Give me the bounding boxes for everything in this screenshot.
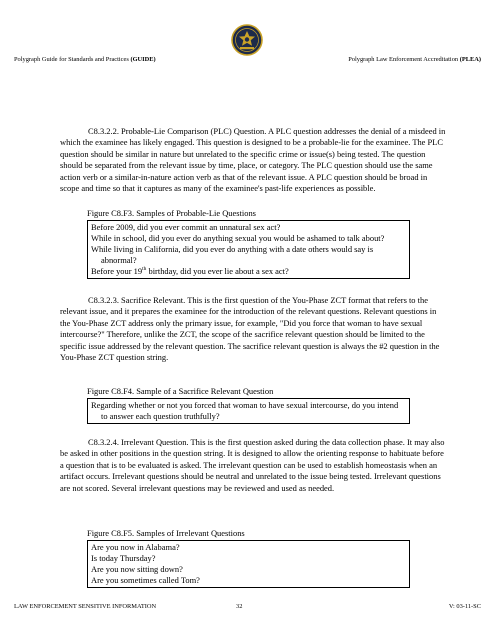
irrelevant-question-1: Are you now in Alabama? — [91, 542, 180, 552]
irrelevant-section — [60, 437, 446, 494]
sacrifice-paragraph: C8.3.2.3. Sacrifice Relevant. This is the first question of the You-Phase ZCT format that refers to the relevant issue, and it prepares the examinee for the introduction of the relevant questions. Relevant questions in the You-Phase ZCT address only the primary issue, for example, "Did you force that woman to have sexual intercourse?" Therefore, unlike the ZCT, the scope of the sacrifice relevant question should be limited to the specific issue addressed by the relevant question. The sacrifice relevant question is always the #2 question in the You-Phase ZCT question string. — [60, 295, 440, 363]
irrelevant-question-2: Is today Thursday? — [91, 553, 156, 563]
plc-section — [60, 126, 446, 194]
irrelevant-questions-box — [87, 540, 410, 588]
footer-version: V: 03-11-SC — [448, 603, 481, 610]
plc-paragraph: C8.3.2.2. Probable-Lie Comparison (PLC) Question. A PLC question addresses the denial of a misdeed in which the examinee has likely engaged. This question is designed to be a probable-lie for the examinee. The PLC question should be similar in nature but unrelated to the specific crime or issue(s) being tested. The question should be separated from the relevant issue by time, place, or category. The PLC question should use the same action verb or a similar-in-nature action verb as that of the relevant issue. A PLC question should be broad in scope and time so that it captures as many of the examinee's past-life experiences as possible. — [60, 126, 446, 194]
irrelevant-figure-title: Figure C8.F5. Samples of Irrelevant Questions — [87, 528, 245, 538]
header-right-bold: (PLEA) — [459, 56, 481, 63]
plc-question-3: While living in California, did you ever do anything with a date others would say is abnormal? — [91, 244, 374, 265]
plc-figure-title: Figure C8.F3. Samples of Probable-Lie Questions — [87, 208, 256, 218]
plc-question-1: Before 2009, did you ever commit an unnatural sex act? — [91, 222, 281, 232]
plc-question-4-sup: th — [142, 266, 147, 273]
footer-page-number: 32 — [236, 603, 243, 610]
header-right-text: Polygraph Law Enforcement Accreditation — [348, 56, 460, 63]
plc-question-4-pre: Before your 19 — [91, 266, 143, 276]
sacrifice-section — [60, 295, 446, 363]
header-left — [14, 56, 156, 64]
irrelevant-question-3: Are you now sitting down? — [91, 564, 183, 574]
plc-question-2: While in school, did you ever do anything sexual you would be ashamed to talk about? — [91, 233, 385, 243]
plc-question-4 — [91, 266, 406, 277]
plc-questions-box — [87, 220, 410, 279]
header-left-bold: (GUIDE) — [130, 56, 156, 63]
footer-sensitivity-label: LAW ENFORCEMENT SENSITIVE INFORMATION — [14, 603, 157, 610]
irrelevant-question-4: Are you sometimes called Tom? — [91, 575, 200, 585]
header-left-text: Polygraph Guide for Standards and Practices — [14, 56, 131, 63]
sacrifice-question: Regarding whether or not you forced that woman to have sexual intercourse, do you intend to answer each question truthfully? — [91, 400, 399, 421]
plc-question-4-post: birthday, did you ever lie about a sex act? — [146, 266, 289, 276]
sacrifice-figure-title: Figure C8.F4. Sample of a Sacrifice Relevant Question — [87, 386, 274, 396]
irrelevant-paragraph: C8.3.2.4. Irrelevant Question. This is the first question asked during the data collection phase. It may also be asked in other positions in the question string. It is designed to allow the orienting response to habituate before a question that is to be evaluated is asked. The irrelevant question can be used to establish homeostasis when an artifact occurs. Irrelevant questions should be neutral and unrelated to the issue being tested. Irrelevant questions are not scored. Several irrelevant questions may be reviewed and used as needed. — [60, 437, 445, 493]
plea-seal-icon — [231, 24, 263, 56]
header-right — [348, 56, 481, 64]
sacrifice-question-box — [87, 398, 410, 424]
